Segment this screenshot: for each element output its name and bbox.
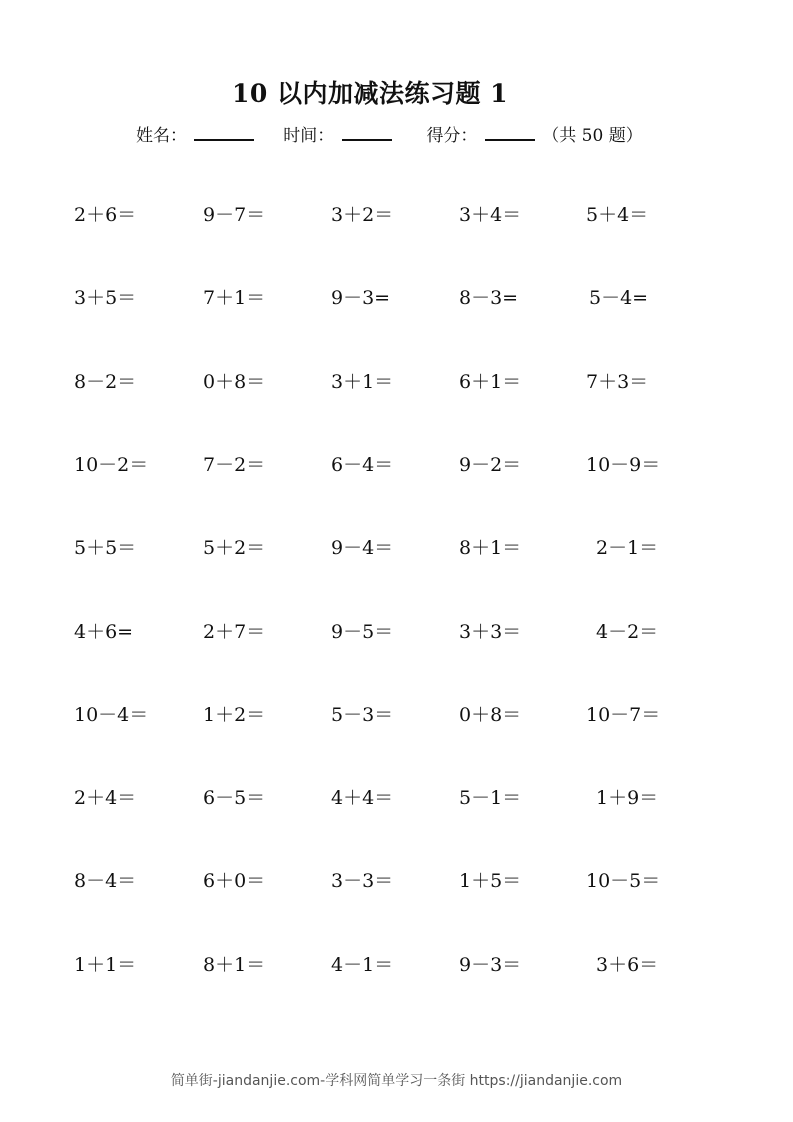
name-blank[interactable] [194,125,254,141]
problem-item: 3－3＝ [331,870,394,893]
problem-item: 5＋5＝ [74,537,137,560]
problem-item: 10－5＝ [586,870,661,893]
problem-item: 5－3＝ [331,703,394,726]
problem-item: 7＋3＝ [586,370,649,393]
problem-item: 0＋8＝ [459,703,522,726]
problem-item: 10－2＝ [74,453,149,476]
problem-item: 1＋1＝ [74,953,137,976]
problem-item: 6＋1＝ [459,370,522,393]
problem-item: 5＋2＝ [203,537,266,560]
problem-row [74,617,714,647]
page-title: 10 以内加减法练习题 1 [231,79,509,108]
problem-item: 4－2＝ [596,620,659,643]
problem-item: 2＋4＝ [74,787,137,810]
problem-row [74,200,714,230]
problem-item: 10－7＝ [586,703,661,726]
problem-item: 4－1＝ [331,953,394,976]
problem-item: 5－1＝ [459,787,522,810]
problem-item: 3＋6＝ [596,953,659,976]
problem-item: 1＋2＝ [203,703,266,726]
time-label: 时间： [283,126,335,146]
problem-row [74,783,714,813]
problem-item: 2＋7＝ [203,620,266,643]
problem-item: 6－4＝ [331,453,394,476]
problem-row [74,950,714,980]
problem-item: 10－4＝ [74,703,149,726]
score-blank[interactable] [485,125,535,141]
problem-item: 6－5＝ [203,787,266,810]
problem-item: 6＋0＝ [203,870,266,893]
problem-item: 5＋4＝ [586,204,649,226]
problem-item: 2－1＝ [596,537,659,560]
problem-item: 9－3= [331,287,391,310]
problem-item: 5－4= [589,287,649,310]
problem-item: 3＋4＝ [459,204,522,226]
problem-item: 3＋2＝ [331,204,394,226]
problem-row [74,533,714,563]
problem-item: 9－5＝ [331,620,394,643]
problem-row [74,367,714,397]
problem-item: 1＋9＝ [596,787,659,810]
problem-item: 9－2＝ [459,453,522,476]
time-blank[interactable] [342,125,392,141]
problem-item: 3＋1＝ [331,370,394,393]
footer-watermark: 简单街-jiandanjie.com-学科网简单学习一条街 https://jiandanjie.com [170,1073,623,1089]
problem-item: 8－3= [459,287,519,310]
problem-item: 9－3＝ [459,953,522,976]
problem-item: 8－4＝ [74,870,137,893]
name-label: 姓名： [136,126,187,146]
problem-item: 4＋6= [74,620,134,643]
problem-item: 8－2＝ [74,370,137,393]
count-note: （共 50 题） [542,126,643,146]
problem-row [74,866,714,896]
problem-item: 2＋6＝ [74,204,137,226]
problem-item: 7－2＝ [203,453,266,476]
problem-row [74,700,714,730]
problem-item: 10－9＝ [586,453,661,476]
problem-item: 9－7＝ [203,204,266,226]
problem-item: 8＋1＝ [203,953,266,976]
student-info-line [136,121,643,146]
problem-item: 7＋1＝ [203,287,266,310]
problem-item: 3＋5＝ [74,287,137,310]
problem-item: 8＋1＝ [459,537,522,560]
problem-item: 4＋4＝ [331,787,394,810]
problem-item: 3＋3＝ [459,620,522,643]
problem-item: 0＋8＝ [203,370,266,393]
problem-item: 9－4＝ [331,537,394,560]
problem-item: 1＋5＝ [459,870,522,893]
score-label: 得分： [426,126,478,146]
problem-row [74,450,714,480]
problem-row [74,283,714,313]
